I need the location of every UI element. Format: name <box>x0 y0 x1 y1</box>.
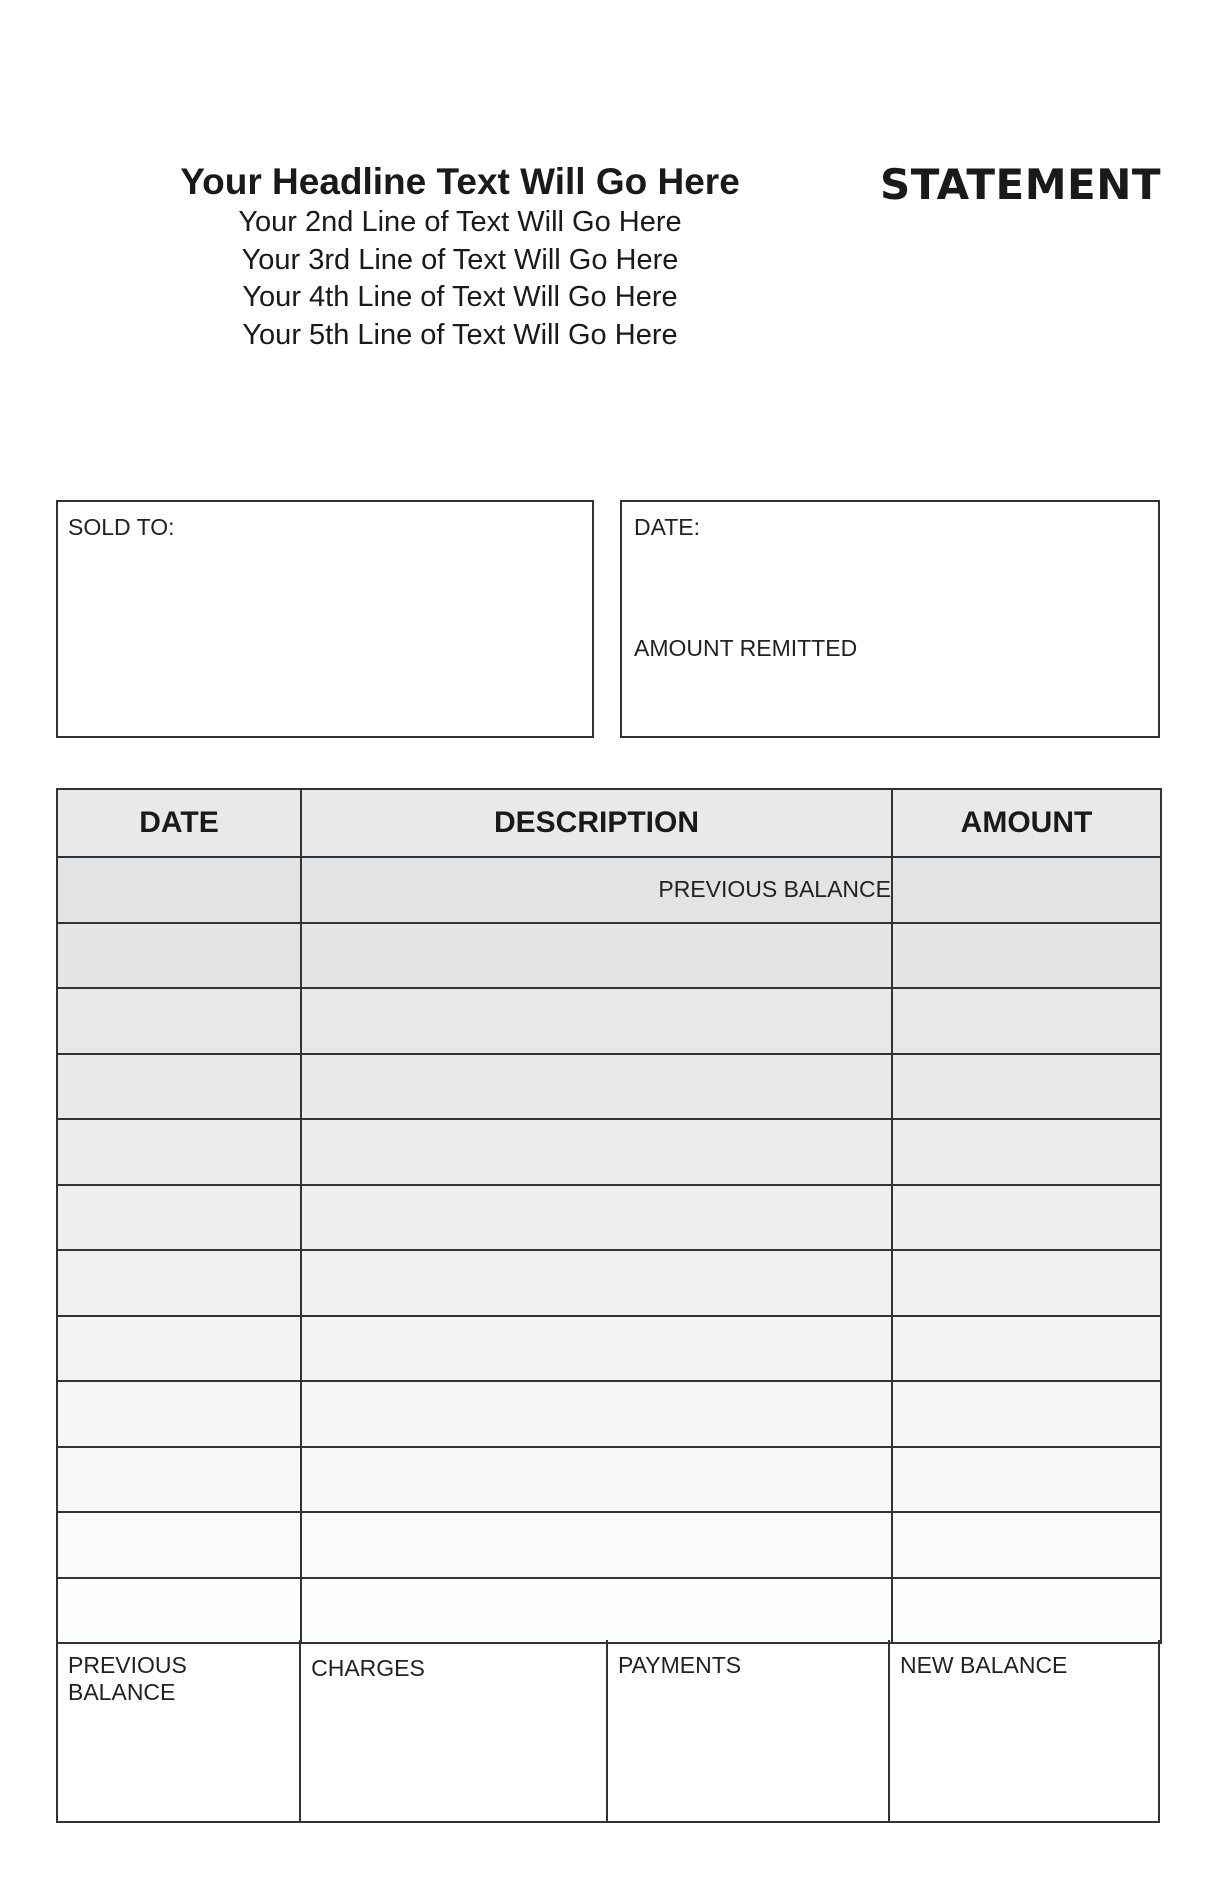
charges-cell[interactable] <box>301 1640 608 1821</box>
previous-balance-description-cell[interactable]: PREVIOUS BALANCE <box>301 857 892 923</box>
table-row <box>57 1447 1161 1513</box>
date-cell[interactable] <box>57 1512 301 1578</box>
table-row <box>57 1316 1161 1382</box>
previous-balance-total-label-line1: PREVIOUS <box>68 1652 187 1678</box>
amount-cell[interactable] <box>892 1316 1161 1382</box>
sold-to-label: SOLD TO: <box>68 514 175 540</box>
amount-cell[interactable] <box>892 1119 1161 1185</box>
headline: Your Headline Text Will Go Here <box>180 161 740 202</box>
payments-cell[interactable] <box>608 1640 890 1821</box>
date-cell[interactable] <box>57 1185 301 1251</box>
date-cell[interactable] <box>57 1578 301 1644</box>
amount-remitted-label: AMOUNT REMITTED <box>634 635 858 661</box>
header-line-3: Your 3rd Line of Text Will Go Here <box>241 243 679 276</box>
table-row <box>57 1054 1161 1120</box>
description-cell[interactable] <box>301 1054 892 1120</box>
description-cell[interactable] <box>301 1119 892 1185</box>
date-box[interactable] <box>620 500 1160 738</box>
date-cell[interactable] <box>57 857 301 923</box>
table-row <box>57 1185 1161 1251</box>
description-column-header: DESCRIPTION <box>301 789 892 857</box>
new-balance-cell[interactable] <box>890 1640 1158 1821</box>
table-row <box>57 857 1161 923</box>
previous-balance-total-label-line2: BALANCE <box>68 1679 176 1705</box>
description-cell[interactable] <box>301 988 892 1054</box>
date-cell[interactable] <box>57 923 301 989</box>
table-row <box>57 1578 1161 1644</box>
previous-balance-total-cell[interactable] <box>58 1640 301 1821</box>
line-items-table <box>56 788 1162 1644</box>
amount-cell[interactable] <box>892 1054 1161 1120</box>
charges-label: CHARGES <box>311 1655 425 1681</box>
sold-to-box[interactable] <box>56 500 594 738</box>
table-row <box>57 923 1161 989</box>
amount-cell[interactable] <box>892 988 1161 1054</box>
header-line-5: Your 5th Line of Text Will Go Here <box>242 318 678 351</box>
company-header <box>150 160 770 354</box>
description-cell[interactable] <box>301 1447 892 1513</box>
table-row <box>57 988 1161 1054</box>
amount-column-header: AMOUNT <box>892 789 1161 857</box>
amount-cell[interactable] <box>892 923 1161 989</box>
amount-cell[interactable] <box>892 1578 1161 1644</box>
amount-cell[interactable] <box>892 1185 1161 1251</box>
date-cell[interactable] <box>57 1381 301 1447</box>
date-cell[interactable] <box>57 988 301 1054</box>
new-balance-label: NEW BALANCE <box>899 1652 1068 1678</box>
table-header-row <box>57 789 1161 857</box>
amount-cell[interactable] <box>892 1381 1161 1447</box>
header-line-4: Your 4th Line of Text Will Go Here <box>242 281 678 313</box>
description-cell[interactable] <box>301 1578 892 1644</box>
description-cell[interactable] <box>301 1185 892 1251</box>
description-cell[interactable] <box>301 1512 892 1578</box>
header-line-2: Your 2nd Line of Text Will Go Here <box>238 206 682 238</box>
date-cell[interactable] <box>57 1316 301 1382</box>
table-row <box>57 1119 1161 1185</box>
amount-cell[interactable] <box>892 1447 1161 1513</box>
date-cell[interactable] <box>57 1250 301 1316</box>
date-cell[interactable] <box>57 1054 301 1120</box>
document-title: STATEMENT <box>880 160 1162 209</box>
table-row <box>57 1512 1161 1578</box>
date-cell[interactable] <box>57 1119 301 1185</box>
description-cell[interactable] <box>301 1381 892 1447</box>
amount-cell[interactable] <box>892 1250 1161 1316</box>
description-cell[interactable] <box>301 1250 892 1316</box>
payments-label: PAYMENTS <box>618 1652 742 1678</box>
date-label: DATE: <box>634 514 701 540</box>
description-cell[interactable] <box>301 1316 892 1382</box>
amount-cell[interactable] <box>892 1512 1161 1578</box>
totals-row <box>56 1640 1160 1823</box>
table-row <box>57 1381 1161 1447</box>
date-column-header: DATE <box>57 789 301 857</box>
amount-cell[interactable] <box>892 857 1161 923</box>
date-cell[interactable] <box>57 1447 301 1513</box>
description-cell[interactable] <box>301 923 892 989</box>
table-row <box>57 1250 1161 1316</box>
